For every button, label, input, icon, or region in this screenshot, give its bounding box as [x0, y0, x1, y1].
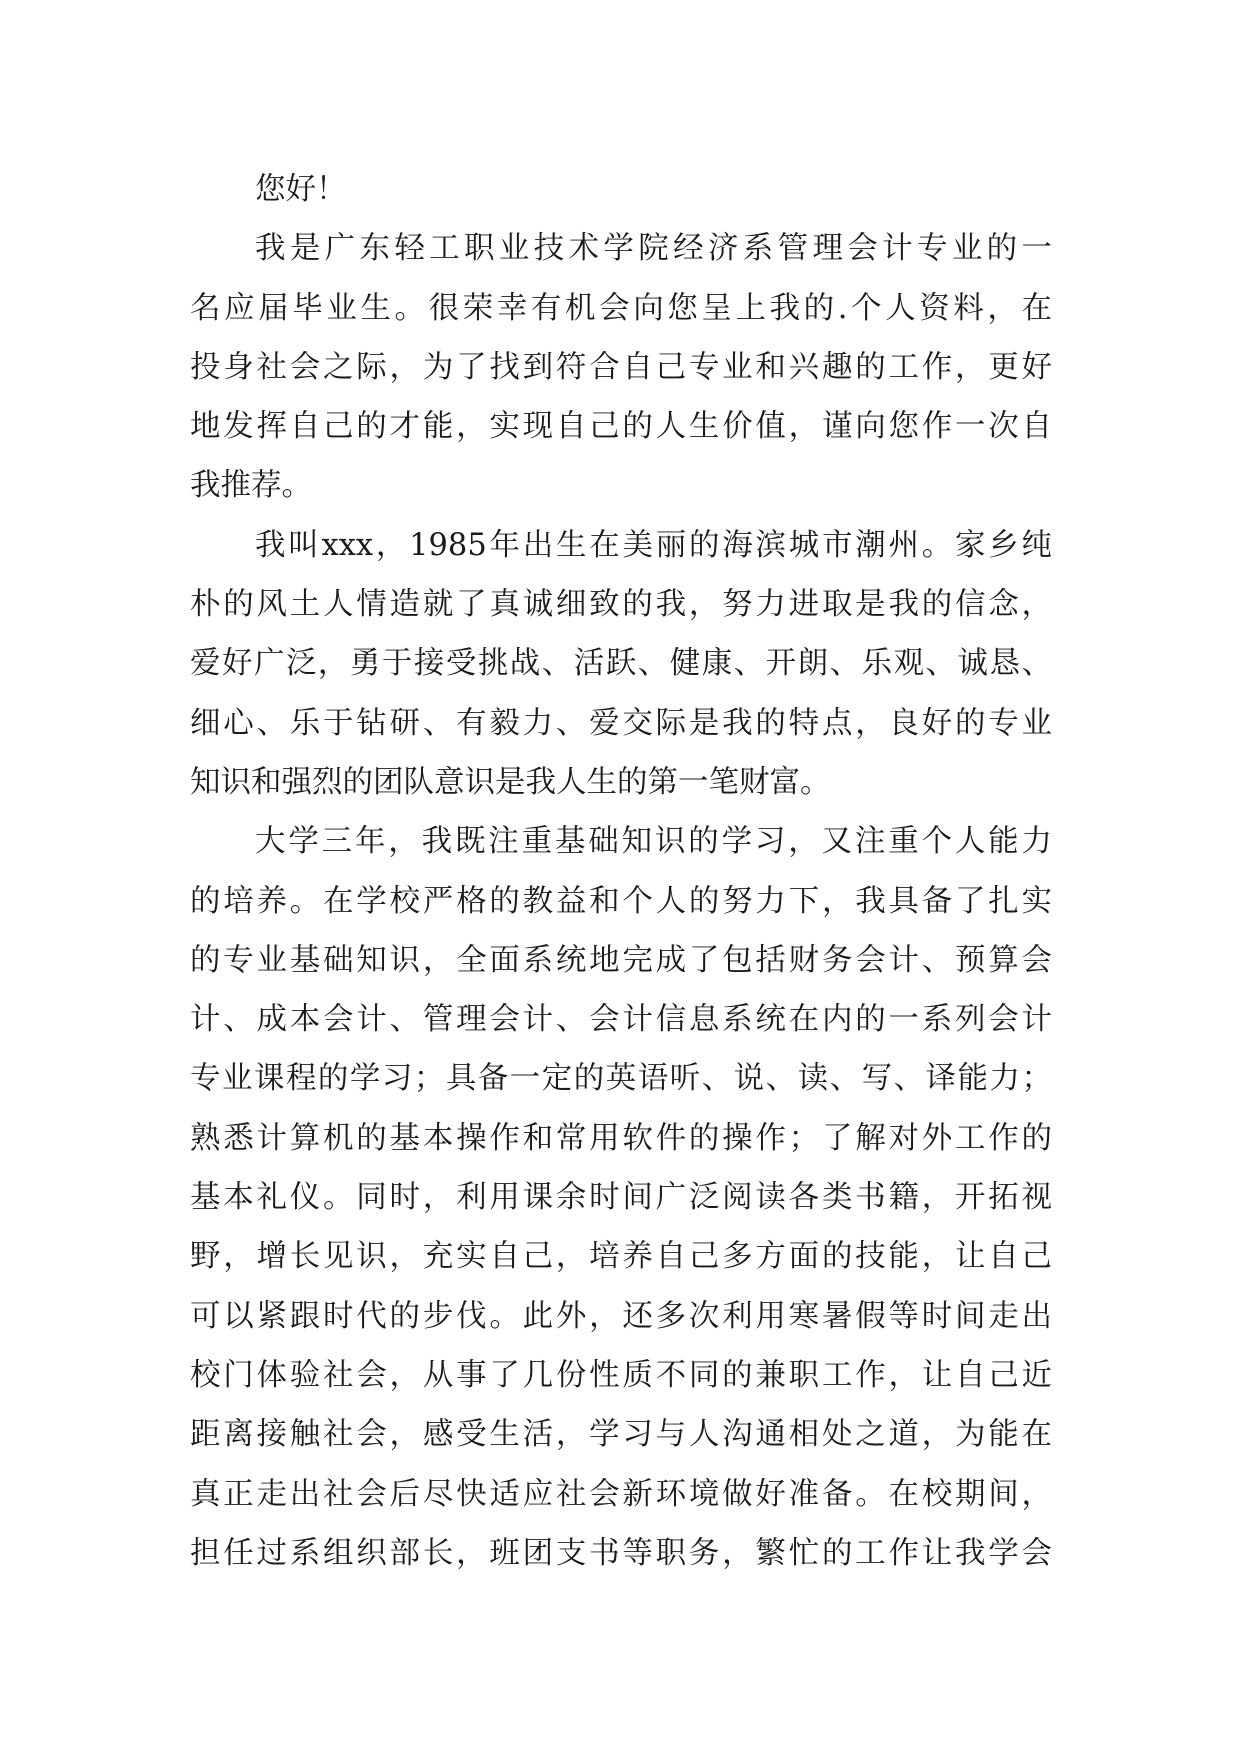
- text-line: 朴的风土人情造就了真诚细致的我，努力进取是我的信念，: [190, 587, 1052, 623]
- text-line: 投身社会之际，为了找到符合自己专业和兴趣的工作，更好: [190, 349, 1052, 385]
- text-line: 校门体验社会，从事了几份性质不同的兼职工作，让自己近: [190, 1357, 1052, 1393]
- paragraph-intro: [190, 219, 1052, 515]
- text-line: 知识和强烈的团队意识是我人生的第一笔财富。: [190, 764, 831, 800]
- text-line: 熟悉计算机的基本操作和常用软件的操作；了解对外工作的: [190, 1120, 1052, 1156]
- text-line: 可以紧跟时代的步伐。此外，还多次利用寒暑假等时间走出: [190, 1298, 1052, 1334]
- text-line: 担任过系组织部长，班团支书等职务，繁忙的工作让我学会: [190, 1535, 1052, 1571]
- paragraph-college: [190, 812, 1052, 1583]
- text-line: 基本礼仪。同时，利用课余时间广泛阅读各类书籍，开拓视: [190, 1180, 1052, 1216]
- text-line: 爱好广泛，勇于接受挑战、活跃、健康、开朗、乐观、诚恳、: [190, 646, 1052, 682]
- paragraph-self: [190, 516, 1052, 812]
- text-line: 计、成本会计、管理会计、会计信息系统在内的一系列会计: [190, 1002, 1052, 1038]
- text-line: 细心、乐于钻研、有毅力、爱交际是我的特点，良好的专业: [190, 705, 1052, 741]
- text-line: 野，增长见识，充实自己，培养自己多方面的技能，让自己: [190, 1239, 1052, 1275]
- text-line: 我推荐。: [190, 468, 312, 504]
- text-line: 距离接触社会，感受生活，学习与人沟通相处之道，为能在: [190, 1417, 1052, 1453]
- text-line: 的培养。在学校严格的教益和个人的努力下，我具备了扎实: [190, 883, 1052, 919]
- text-line: 真正走出社会后尽快适应社会新环境做好准备。在校期间，: [190, 1476, 1052, 1512]
- text-line: 大学三年，我既注重基础知识的学习，又注重个人能力: [255, 824, 1052, 860]
- text-line: 名应届毕业生。很荣幸有机会向您呈上我的.个人资料，在: [190, 290, 1052, 326]
- text-line: 的专业基础知识，全面系统地完成了包括财务会计、预算会: [190, 942, 1052, 978]
- text-line: 专业课程的学习；具备一定的英语听、说、读、写、译能力；: [190, 1061, 1052, 1097]
- text-line: 我是广东轻工职业技术学院经济系管理会计专业的一: [255, 231, 1052, 267]
- letter-body: [190, 160, 1052, 1583]
- text-line: 地发挥自己的才能，实现自己的人生价值，谨向您作一次自: [190, 409, 1052, 445]
- text-line: 我叫xxx，1985年出生在美丽的海滨城市潮州。家乡纯: [255, 527, 1052, 563]
- greeting-line: 您好！: [255, 172, 347, 207]
